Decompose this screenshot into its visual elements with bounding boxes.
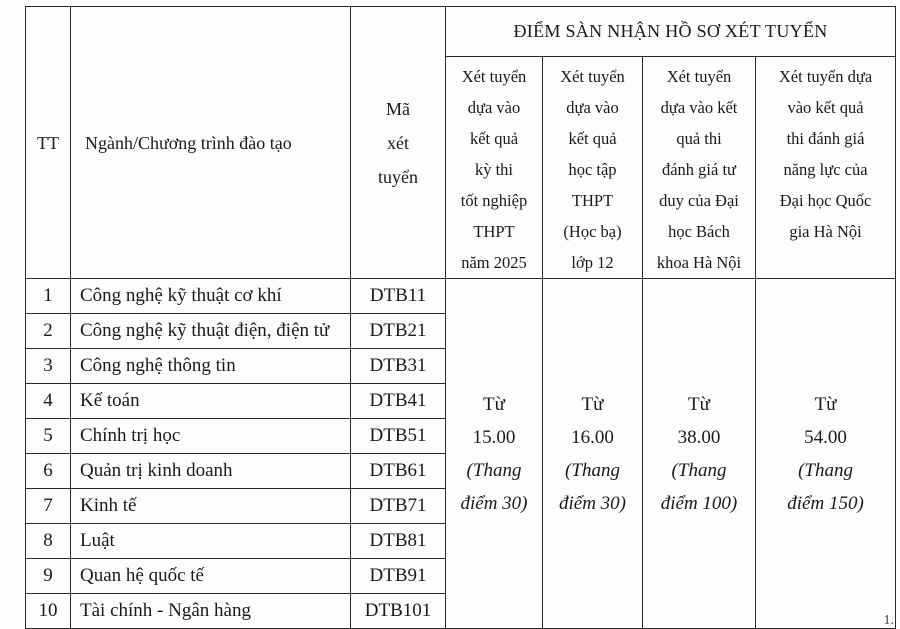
row-program: Tài chính - Ngân hàng — [71, 594, 351, 629]
table-body — [26, 279, 896, 629]
row-code: DTB91 — [351, 559, 446, 594]
row-code: DTB71 — [351, 489, 446, 524]
row-index: 7 — [26, 489, 71, 524]
score-value: 38.00 — [677, 426, 721, 448]
admission-threshold-table — [25, 6, 896, 629]
score-scale: (Thang điểm 30) — [558, 459, 626, 514]
score-scale: (Thang điểm 150) — [787, 459, 864, 514]
score-value: 16.00 — [571, 426, 614, 448]
row-code: DTB101 — [351, 594, 446, 629]
row-index: 6 — [26, 454, 71, 489]
page-corner-mark: 1. — [883, 613, 894, 628]
header-method-vnu-competency-test: Xét tuyển dựa vào kết quả thi đánh giá năng lực của Đại học Quốc gia Hà Nội — [756, 57, 896, 279]
header-method-hust-thinking-test: Xét tuyển dựa vào kết quả thi đánh giá tư duy của Đại học Bách khoa Hà Nội — [643, 57, 756, 279]
table-row — [26, 279, 896, 314]
score-transcript — [543, 279, 643, 629]
row-program: Quản trị kinh doanh — [71, 454, 351, 489]
score-prefix: Từ — [688, 393, 710, 415]
score-scale: (Thang điểm 100) — [660, 459, 738, 514]
row-index: 9 — [26, 559, 71, 594]
row-code: DTB11 — [351, 279, 446, 314]
score-prefix: Từ — [814, 393, 837, 415]
header-method-thpt-exam: Xét tuyển dựa vào kết quả kỳ thi tốt nghiệp THPT năm 2025 — [446, 57, 543, 279]
row-code: DTB81 — [351, 524, 446, 559]
score-thpt-exam — [446, 279, 543, 629]
row-program: Kế toán — [71, 384, 351, 419]
row-index: 4 — [26, 384, 71, 419]
header-admission-code: Mã xét tuyển — [351, 7, 446, 279]
row-program: Chính trị học — [71, 419, 351, 454]
header-threshold-group: ĐIỂM SÀN NHẬN HỒ SƠ XÉT TUYỂN — [446, 7, 896, 57]
row-code: DTB21 — [351, 314, 446, 349]
row-index: 3 — [26, 349, 71, 384]
row-program: Công nghệ kỹ thuật cơ khí — [71, 279, 351, 314]
score-vnu-competency-test — [756, 279, 896, 629]
score-hust-thinking-test — [643, 279, 756, 629]
row-program: Công nghệ kỹ thuật điện, điện tử — [71, 314, 351, 349]
row-index: 10 — [26, 594, 71, 629]
score-value: 54.00 — [804, 426, 847, 448]
header-tt: TT — [26, 7, 71, 279]
row-code: DTB61 — [351, 454, 446, 489]
row-index: 1 — [26, 279, 71, 314]
row-index: 8 — [26, 524, 71, 559]
row-program: Luật — [71, 524, 351, 559]
row-program: Kinh tế — [71, 489, 351, 524]
row-code: DTB31 — [351, 349, 446, 384]
row-program: Công nghệ thông tin — [71, 349, 351, 384]
score-value: 15.00 — [472, 426, 516, 448]
row-program: Quan hệ quốc tế — [71, 559, 351, 594]
score-prefix: Từ — [581, 393, 604, 415]
score-scale: (Thang điểm 30) — [460, 459, 528, 514]
row-index: 5 — [26, 419, 71, 454]
row-code: DTB41 — [351, 384, 446, 419]
row-code: DTB51 — [351, 419, 446, 454]
header-method-transcript: Xét tuyển dựa vào kết quả học tập THPT (Học bạ) lớp 12 — [543, 57, 643, 279]
score-prefix: Từ — [483, 393, 505, 415]
header-program: Ngành/Chương trình đào tạo — [71, 7, 351, 279]
row-index: 2 — [26, 314, 71, 349]
